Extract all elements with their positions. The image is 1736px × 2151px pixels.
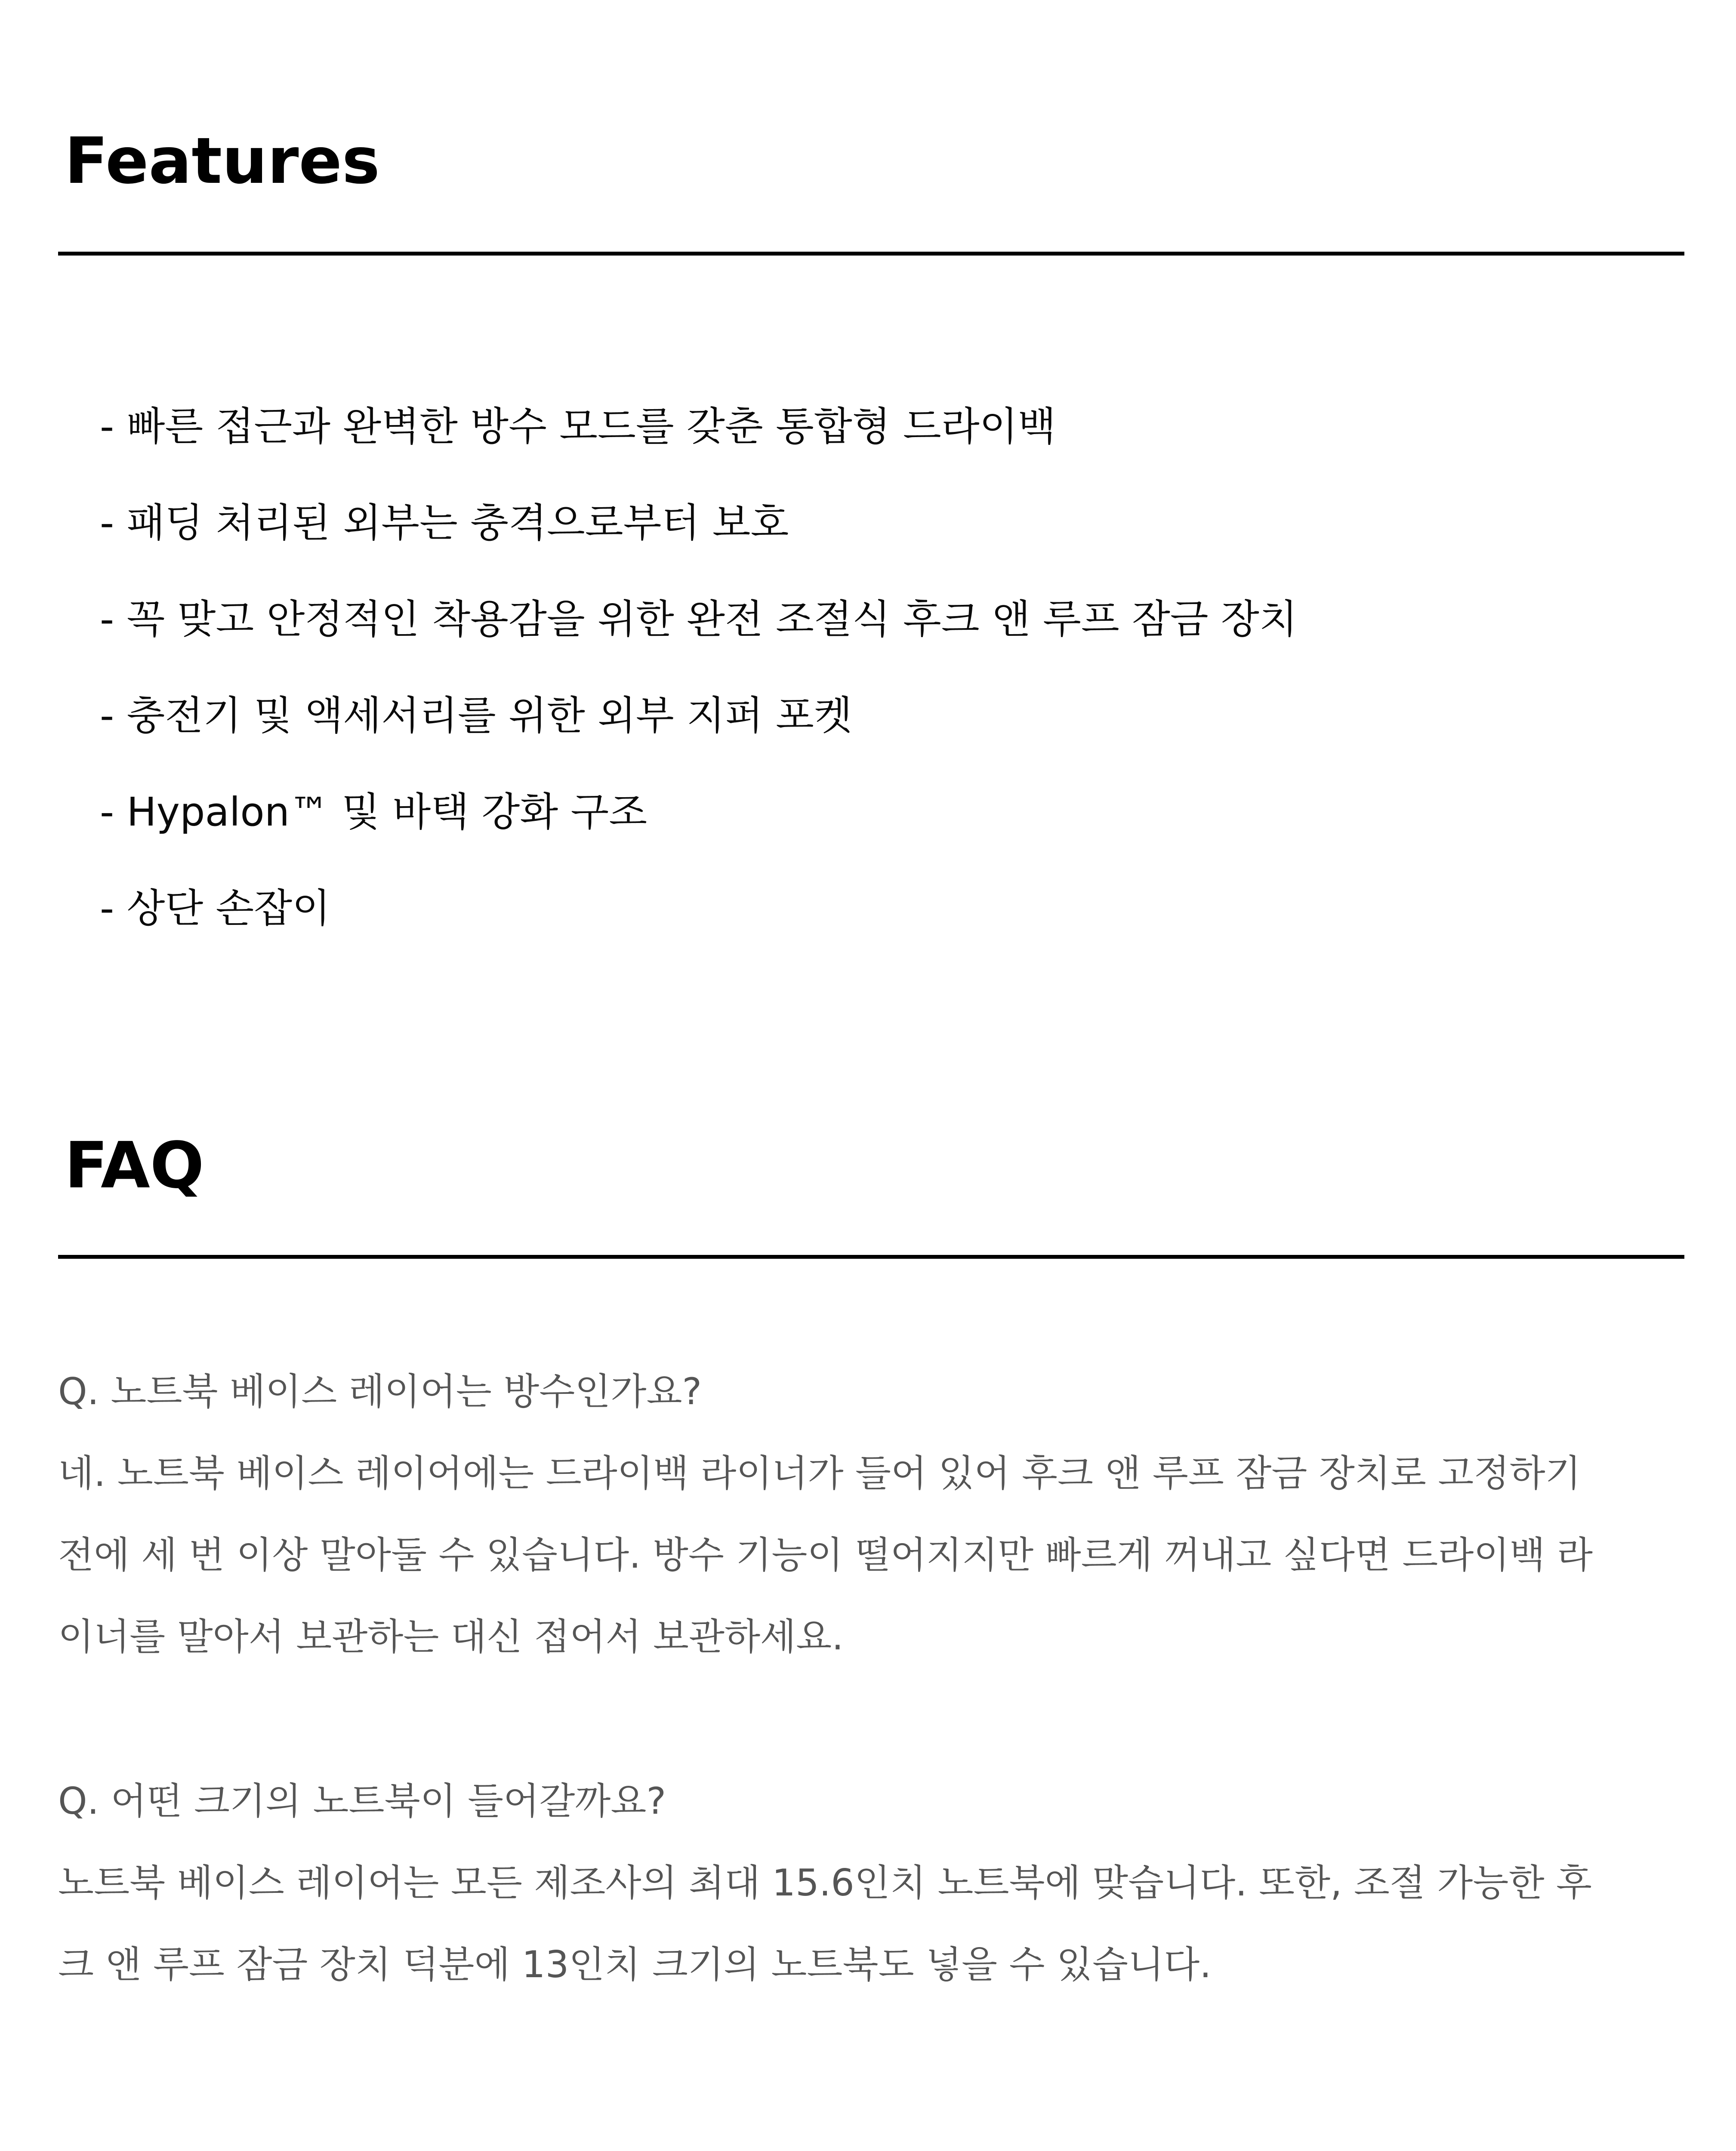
faq-answer-line: 전에 세 번 이상 말아둘 수 있습니다. 방수 기능이 떨어지지만 빠르게 꺼내고 싶다면 드라이백 라: [58, 1534, 1593, 1577]
faq-entry: [58, 1351, 1684, 1678]
faq-entry: [58, 1760, 1684, 2006]
feature-item: - 충전기 및 액세서리를 위한 외부 지퍼 포켓: [100, 693, 852, 739]
features-list: [100, 379, 1298, 957]
faq-question: Q. 노트북 베이스 레이어는 방수인가요?: [58, 1370, 702, 1413]
features-divider: [58, 252, 1684, 256]
faq-answer-line: 크 앤 루프 잠금 장치 덕분에 13인치 크기의 노트북도 넣을 수 있습니다.: [58, 1943, 1212, 1986]
faq-divider: [58, 1255, 1684, 1259]
feature-item: - Hypalon™ 및 바택 강화 구조: [100, 789, 648, 835]
feature-item: - 꼭 맞고 안정적인 착용감을 위한 완전 조절식 후크 앤 루프 잠금 장치: [100, 596, 1298, 642]
faq-heading: FAQ: [65, 1128, 204, 1202]
feature-item: - 패딩 처리된 외부는 충격으로부터 보호: [100, 500, 789, 546]
feature-item: - 빠른 접근과 완벽한 방수 모드를 갖춘 통합형 드라이백: [100, 404, 1056, 450]
features-heading: Features: [65, 124, 380, 198]
feature-item: - 상단 손잡이: [100, 885, 331, 931]
faq-question: Q. 어떤 크기의 노트북이 들어갈까요?: [58, 1780, 666, 1823]
faq-answer-line: 네. 노트북 베이스 레이어에는 드라이백 라이너가 들어 있어 후크 앤 루프 잠금 장치로 고정하기: [58, 1452, 1581, 1495]
faq-answer-line: 노트북 베이스 레이어는 모든 제조사의 최대 15.6인치 노트북에 맞습니다. 또한, 조절 가능한 후: [58, 1861, 1592, 1904]
faq-answer-line: 이너를 말아서 보관하는 대신 접어서 보관하세요.: [58, 1615, 844, 1658]
